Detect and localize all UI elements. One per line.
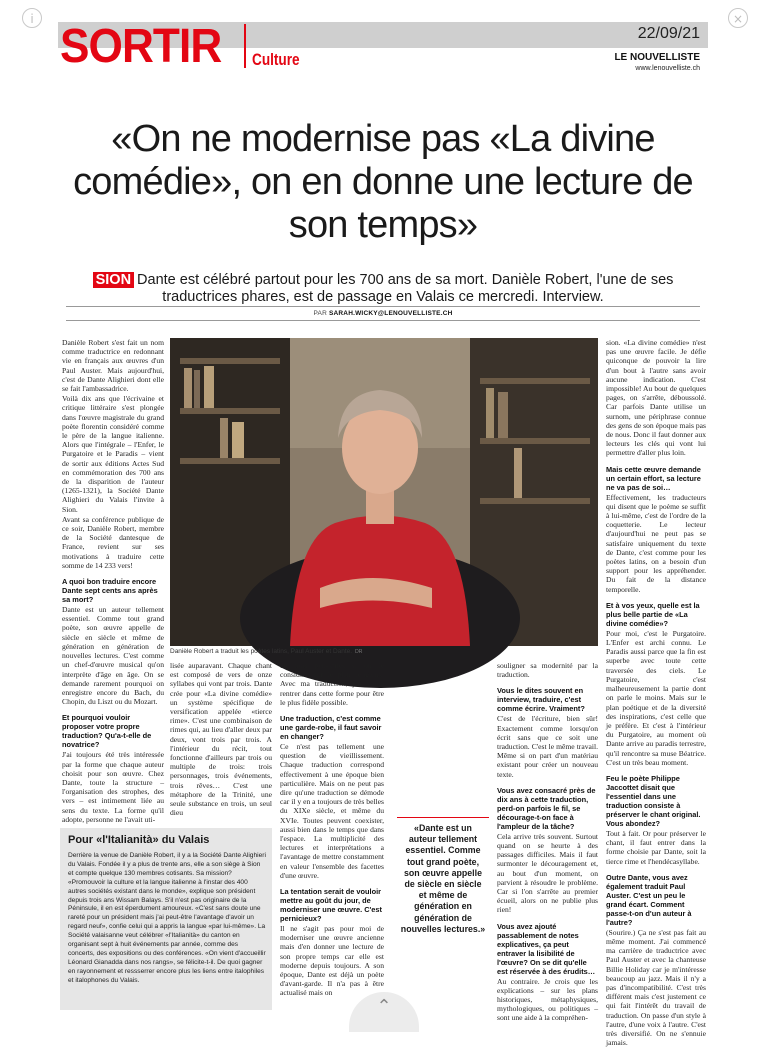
interview-question: Une traduction, c'est comme une garde-robe, il faut savoir en changer? bbox=[280, 714, 382, 742]
paragraph: Voilà dix ans que l'écrivaine et critique littéraire s'est plongée dans l'œuvre magistrale du grand poète florentin considéré comme le père de la langue italienne. Alors que l'intégrale – l'Enfer, le Purgatoire et le Paradis – vient de sortir aux éditions Actes Sud en commémoration des 700 ans de la disparition de l'auteur (1265-1321), la Société Dante Alighieri du Valais l'invite à Sion. bbox=[62, 394, 164, 514]
paragraph: souligner sa modernité par la traduction. bbox=[497, 661, 598, 680]
interview-question: Et à vos yeux, quelle est la plus belle partie de «La divine comédie»? bbox=[606, 600, 700, 628]
paragraph: Danièle Robert s'est fait un nom comme traductrice en redonnant vie en français aux œuvres d'un Paul Auster. Mais aujourd'hui, c'est de Dante Alighieri dont elle se fait l'ambassadrice. bbox=[62, 338, 164, 394]
photo-caption bbox=[170, 648, 598, 655]
interview-answer: C'est de l'écriture, bien sûr! Exactement comme lorsqu'on écrit sans que ce soit une traduction. C'est le même travail. Même si on part d'un matériau existant pour créer un nouveau texte. bbox=[497, 714, 598, 779]
info-icon[interactable]: i bbox=[22, 8, 42, 28]
interview-question: La tentation serait de vouloir mettre au goût du jour, de moderniser une œuvre. C'est pernicieux? bbox=[280, 887, 382, 924]
lead-text: Dante est célébré partout pour les 700 ans de sa mort. Danièle Robert, l'une de ses traductrices phares, est de passage en Valais ce mercredi. Interview. bbox=[137, 272, 674, 305]
interview-answer: Ce n'est pas tellement une question de vieillissement. Chaque traduction correspond effectivement à une époque bien particulière. Mais on ne peut pas dire qu'une traduction se démode car il y en a toujours de très belles du XIXe siècle, et même du XVIe. Toutes peuvent coexister, aussi bien dans le temps que dans l'espace. La multiplicité des lectures et interprétations a l'avantage de mettre constamment en valeur l'ensemble des facettes d'une œuvre. bbox=[280, 742, 384, 880]
interview-question: Feu le poète Philippe Jaccottet disait que l'essentiel dans une traduction consiste à préserver le chant original. Vous abondez? bbox=[606, 773, 701, 828]
logo-divider bbox=[244, 24, 246, 68]
byline bbox=[66, 310, 700, 317]
text-column-3 bbox=[280, 661, 384, 1006]
page-header bbox=[58, 22, 708, 72]
sidebar-title: Pour «l'Italianità» du Valais bbox=[68, 834, 210, 846]
byline-author: SARAH.WICKY@LENOUVELLISTE.CH bbox=[328, 310, 453, 317]
divider bbox=[66, 320, 700, 321]
pullquote-rule bbox=[397, 817, 489, 818]
sidebar-text: Derrière la venue de Danièle Robert, il y a la Société Dante Alighieri du Valais. Fondée il y a plus de trente ans, elle a son siège à Sion et compte quelque 130 membres cotisants. Sa mission? «Promouvoir la culture et la langue italienne à l'instar des 400 autres sociétés existant dans le monde», explique son président depuis trois ans Wissam Balays. S'il n'est pas originaire de la Péninsule, il en est éperdument amoureux. «C'est sans doute une rareté pour un président mais j'ai peut-être l'avantage d'avoir un regard neuf», confie celui qui a appris la langue «par lui-même». La Société valaisanne veut célébrer «l'Italianità» du canton en organisant sept à huit événements par année, comme des concerts, des expositions ou des conférences. «On vient d'accueillir Léonard Gianadda dans nos rangs», se félicite-t-il. De quoi gagner en rayonnement et ressserrer encore plus les liens entre italophiles et italophones du Valais. bbox=[68, 852, 266, 984]
paragraph: Avant sa conférence publique de ce soir, Danièle Robert, membre de la Société dantesque de France, revient sur ses motivations à traduire cette somme de 14 233 vers! bbox=[62, 514, 164, 570]
interview-answer: Il ne s'agit pas pour moi de moderniser une œuvre ancienne mais d'en donner une lecture de son propre temps car elle est moderne depuis toujours. A son époque, Dante est déjà un poète d'avant-garde. Il n'a pas à être actualisé mais on bbox=[280, 924, 384, 998]
text-column-4 bbox=[497, 661, 598, 1023]
location-tag: SION bbox=[93, 272, 134, 288]
newspaper-brand: LE NOUVELLISTE bbox=[614, 52, 700, 63]
interview-question: Vous avez ajouté passablement de notes explicatives, ça peut entraver la lisibilité de l'œuvre? On se dit qu'elle est réservée à des érudits… bbox=[497, 921, 596, 976]
byline-prefix: PAR bbox=[313, 310, 327, 317]
sidebar-box bbox=[60, 828, 272, 1010]
interview-question: Mais cette œuvre demande un certain effort, sa lecture ne va pas de soi… bbox=[606, 464, 701, 492]
portrait-illustration bbox=[170, 338, 598, 646]
text-column-2 bbox=[170, 661, 272, 821]
divider bbox=[66, 306, 700, 307]
article-photo bbox=[170, 338, 598, 646]
interview-answer: Effectivement, les traducteurs qui disent que le poème se suffit à lui-même, c'est de l'ordre de la coquetterie. Le lecteur d'aujourd'hui ne peut pas se satisfaire uniquement du texte de Dante, c'est comme pour les poètes latins, on a besoin d'un support pour les appréhender. Du fait de la distance temporelle. bbox=[606, 492, 706, 594]
rubrique-label: Culture bbox=[252, 50, 300, 69]
interview-question: A quoi bon traduire encore Dante sept cents ans après sa mort? bbox=[62, 577, 158, 605]
photo-credit: DR bbox=[355, 649, 363, 655]
close-icon[interactable]: × bbox=[728, 8, 748, 28]
article-headline: «On ne modernise pas «La divine comédie», on en donne une lecture de son temps» bbox=[73, 118, 693, 246]
text-column-1 bbox=[62, 338, 164, 826]
paragraph: lisée auparavant. Chaque chant est composé de vers de onze syllabes qui vont par trois. Dante crée pour «La divine comédie» un système spécifique de versification appelée «tierce rime». C'est une combinaison de rimes qui, au lieu d'aller deux par deux, vont trois par trois. A l'intérieur du récit, tout fonctionne d'ailleurs par trois ou multiple de trois: trois personnages, trois événements, trois rêves… C'est une métaphore de la Trinité, une seule substance en trois, un seul dieu bbox=[170, 661, 272, 818]
section-logo: SORTIR bbox=[60, 20, 222, 73]
newspaper-url: www.lenouvelliste.ch bbox=[635, 65, 700, 72]
text-column-5 bbox=[606, 338, 706, 1047]
paragraph: sion. «La divine comédie» n'est pas une œuvre facile. Je défie quiconque de pouvoir la lire d'un bout à l'autre sans avoir aucune indication. C'est impossible! Au bout de quelques pages, on s'arrête, déboussolé. Car parfois Dante utilise un surnom, une périphrase connue des gens de son époque mais pas de nous. Donc il faut donner aux lecteurs les clés qui vont lui permettre d'aller plus loin. bbox=[606, 338, 706, 458]
interview-answer: (Sourire.) Ça ne s'est pas fait au même moment. J'ai commencé ma carrière de traductrice avec Paul Auster et avec la chanteuse Billie Holiday car je m'intéresse beaucoup au jazz. Mais il n'y a pas d'incompatibilité. C'est très différent mais c'est justement ce qui fait l'intérêt du travail de traduction. On passe d'un style à l'autre, d'une voix à l'autre. C'est très diversifié. On ne s'ennuie jamais. bbox=[606, 927, 706, 1047]
interview-question: Vous avez consacré près de dix ans à cette traduction, perd-on parfois le fil, se décourage-t-on face à l'ampleur de la tâche? bbox=[497, 785, 596, 831]
interview-answer: Au contraire. Je crois que les explications – sur les plans historiques, métaphysiques, mythologiques, ou politiques – sont une aide à la compréhen- bbox=[497, 976, 598, 1023]
issue-date: 22/09/21 bbox=[637, 25, 700, 42]
interview-question: Outre Dante, vous avez également traduit Paul Auster. C'est un peu le grand écart. Comment passe-t-on d'un auteur à l'autre? bbox=[606, 872, 692, 927]
caption-text: Danièle Robert a traduit les poètes latins, Paul Auster et Dante. bbox=[170, 648, 353, 655]
interview-answer: J'ai toujours été très intéressée par la forme que chaque auteur choisit pour son œuvre. Chez Dante, toute la structure – l'organisation des strophes, des vers – est intimement liée au sens du texte. La forme qu'il adopte, personne ne l'avait uti- bbox=[62, 750, 164, 824]
chevron-up-icon: ⌃ bbox=[376, 996, 392, 1017]
pullquote: «Dante est un auteur tellement essentiel. Comme tout grand poète, son œuvre appelle de siècle en siècle et même de génération en génération de nouvelles lectures.» bbox=[400, 823, 486, 935]
paragraph: en trois personnes si on le considère sur le plan religieux. Avec ma traduction, j'ai voulu rentrer dans cette forme pour être le plus fidèle possible. bbox=[280, 661, 384, 707]
interview-answer: Pour moi, c'est le Purgatoire. L'Enfer est archi connu. Le Paradis aussi parce que la fin est superbe avec toute cette traversée des ciels. Le Purgatoire, c'est malheureusement la partie dont on parle le moins. Mais sur le plan poétique et de la diversité des inspirations, c'est celle que je préfère. Et c'est à l'intérieur du Purgatoire, au moment où Dante arrive au paradis terrestre, qu'il rencontre sa muse Béatrice. C'est un très beau moment. bbox=[606, 628, 706, 767]
interview-answer: Dante est un auteur tellement essentiel. Comme tout grand poète, son œuvre appelle de siècle en siècle et même de génération en génération de nouvelles lectures. C'est comme un chef-d'œuvre musical qu'on interprète d'âge en âge. On se demande rarement pourquoi on enregistre encore du Bach, du Chopin, du Liszt ou du Mozart. bbox=[62, 605, 164, 707]
interview-answer: Cela arrive très souvent. Surtout quand on se heurte à des passages difficiles. Mais il faut surmonter le découragement et, au bout d'un moment, on parvient à résoudre le problème. Car si l'on s'arrête au premier écueil, alors on ne publie plus rien! bbox=[497, 831, 598, 915]
interview-question: Vous le dites souvent en interview, traduire, c'est comme écrire. Vraiment? bbox=[497, 686, 585, 714]
interview-answer: Tout à fait. Or pour préserver le chant, il faut entrer dans la forme choisie par Dante, soit la tierce rime et l'hendécasyllabe. bbox=[606, 828, 706, 866]
interview-question: Et pourquoi vouloir proposer votre propre traduction? Qu'a-t-elle de novatrice? bbox=[62, 713, 152, 750]
article-lead bbox=[66, 272, 700, 306]
